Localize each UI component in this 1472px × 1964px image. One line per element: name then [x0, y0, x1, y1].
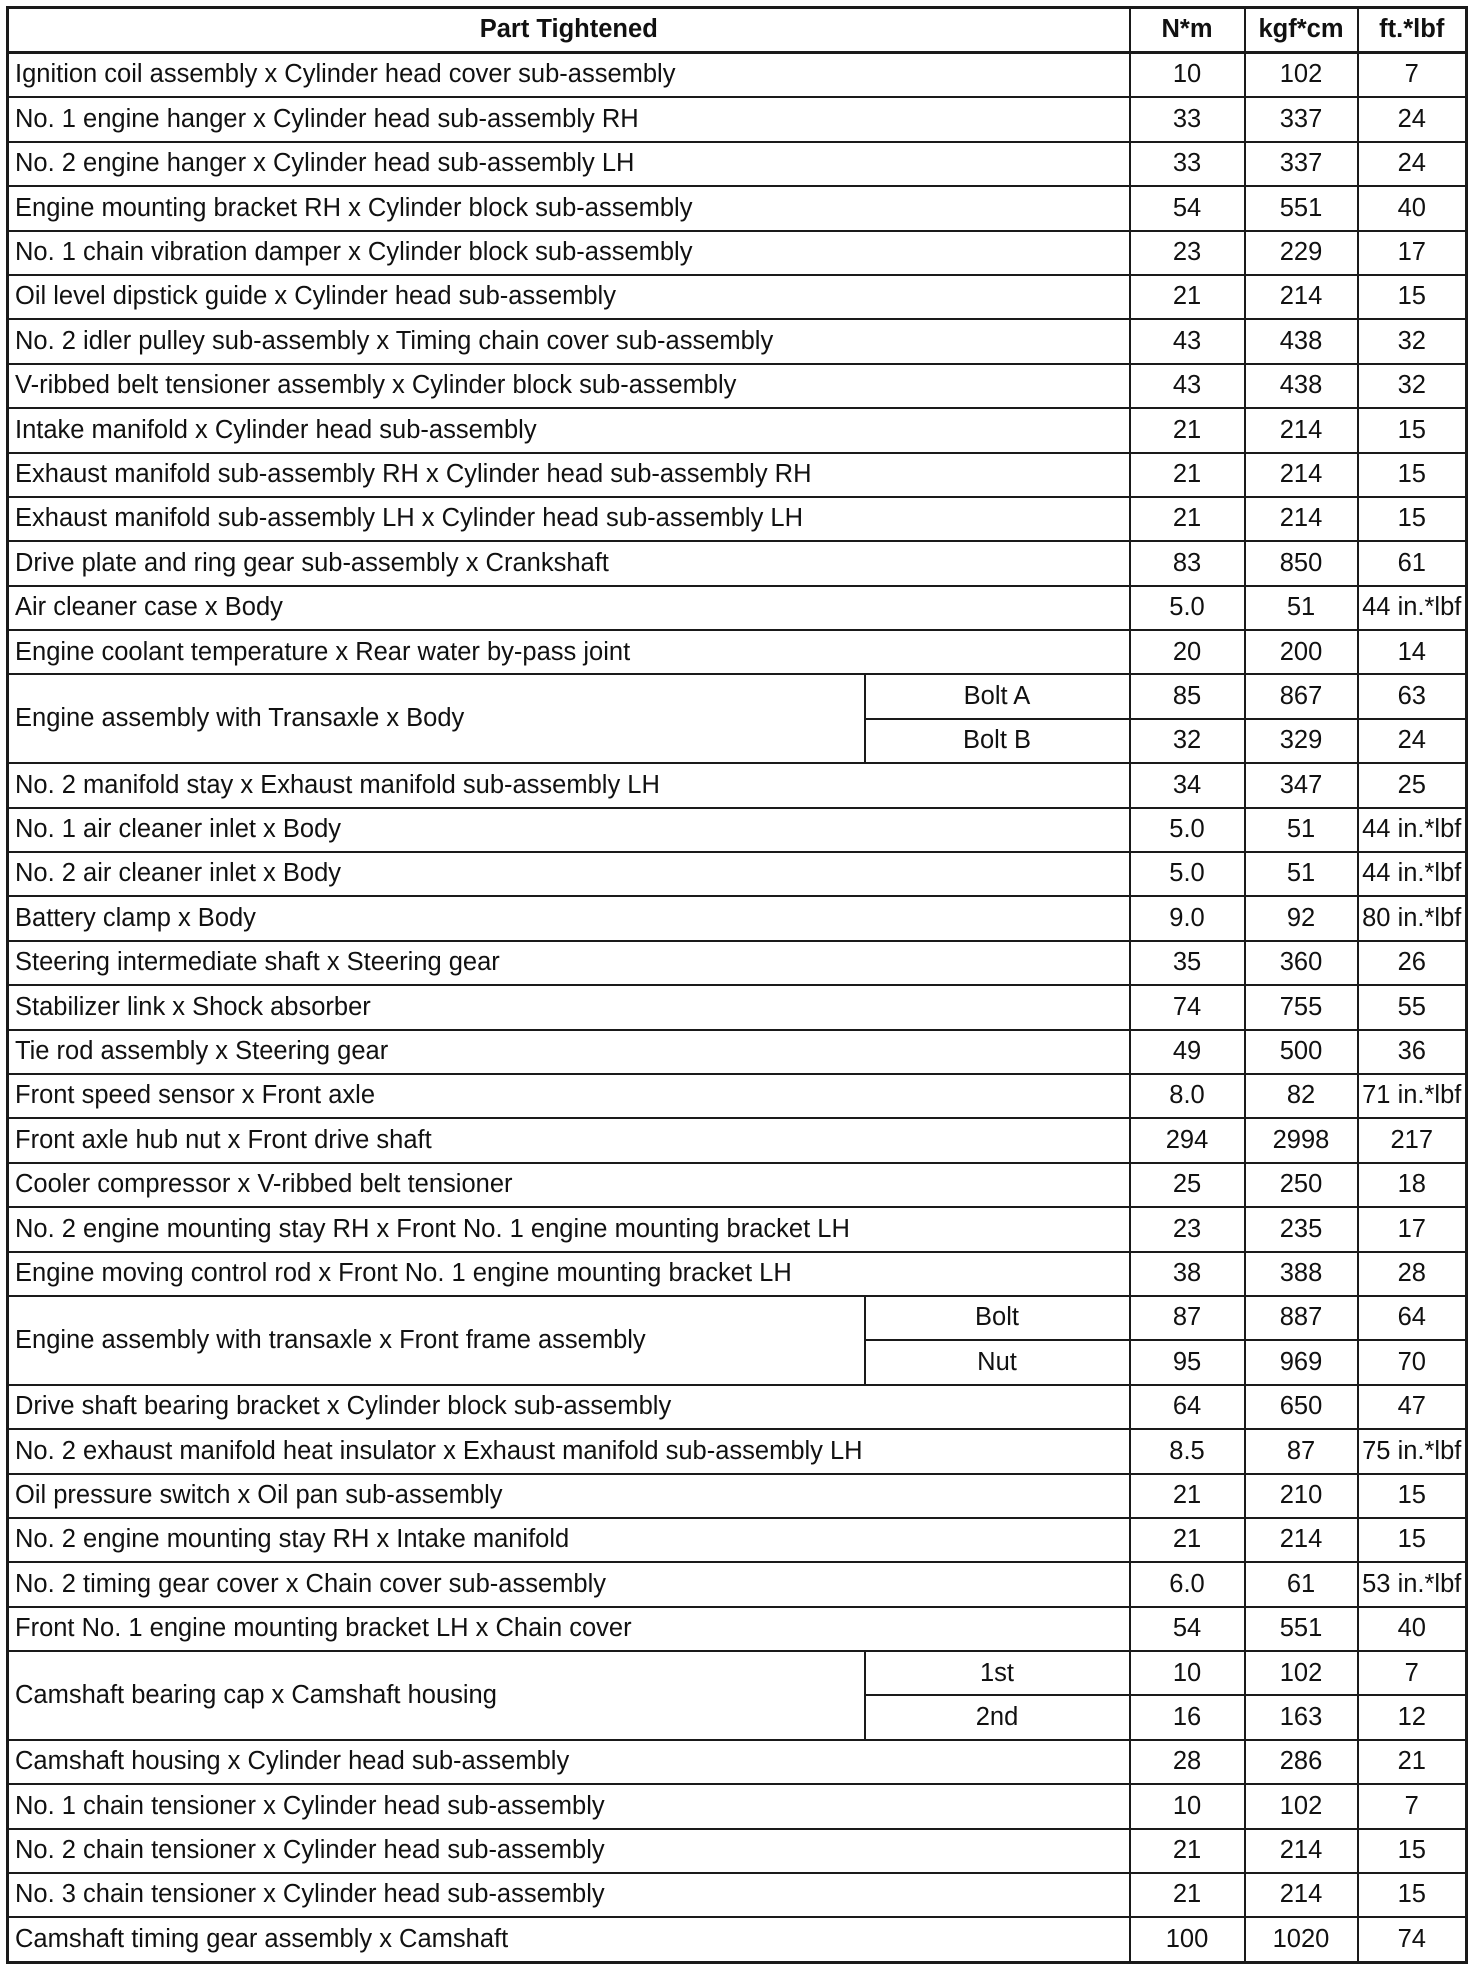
torque-nm: 21	[1130, 1873, 1245, 1917]
table-row	[8, 1562, 1467, 1606]
torque-ft-lbf: 7	[1358, 53, 1467, 98]
torque-ft-lbf: 47	[1358, 1385, 1467, 1429]
header-row	[8, 8, 1467, 53]
torque-ft-lbf: 7	[1358, 1651, 1467, 1695]
torque-kgf-cm: 229	[1245, 231, 1358, 275]
torque-ft-lbf: 15	[1358, 1873, 1467, 1917]
torque-nm: 33	[1130, 97, 1245, 141]
part-name: No. 1 engine hanger x Cylinder head sub-assembly RH	[8, 97, 1130, 141]
table-row	[8, 453, 1467, 497]
torque-ft-lbf: 18	[1358, 1163, 1467, 1207]
table-row	[8, 1474, 1467, 1518]
torque-ft-lbf: 70	[1358, 1340, 1467, 1384]
table-row	[8, 1873, 1467, 1917]
torque-ft-lbf: 15	[1358, 1829, 1467, 1873]
torque-ft-lbf: 71 in.*lbf	[1358, 1074, 1467, 1118]
part-name: Intake manifold x Cylinder head sub-assembly	[8, 408, 1130, 452]
torque-kgf-cm: 551	[1245, 186, 1358, 230]
table-row	[8, 630, 1467, 674]
torque-nm: 33	[1130, 142, 1245, 186]
torque-nm: 5.0	[1130, 586, 1245, 630]
torque-kgf-cm: 650	[1245, 1385, 1358, 1429]
torque-nm: 8.5	[1130, 1429, 1245, 1473]
torque-nm: 21	[1130, 1829, 1245, 1873]
part-name: Front No. 1 engine mounting bracket LH x Chain cover	[8, 1607, 1130, 1651]
torque-kgf-cm: 87	[1245, 1429, 1358, 1473]
torque-nm: 34	[1130, 763, 1245, 807]
torque-ft-lbf: 217	[1358, 1118, 1467, 1162]
part-name: Engine mounting bracket RH x Cylinder block sub-assembly	[8, 186, 1130, 230]
table-row	[8, 497, 1467, 541]
part-name: Exhaust manifold sub-assembly RH x Cylinder head sub-assembly RH	[8, 453, 1130, 497]
fastener-label: 1st	[865, 1651, 1130, 1695]
part-name: Front speed sensor x Front axle	[8, 1074, 1130, 1118]
table-row	[8, 1429, 1467, 1473]
torque-nm: 54	[1130, 186, 1245, 230]
torque-ft-lbf: 53 in.*lbf	[1358, 1562, 1467, 1606]
torque-ft-lbf: 74	[1358, 1917, 1467, 1962]
part-name: Engine assembly with Transaxle x Body	[8, 674, 865, 763]
table-row	[8, 1518, 1467, 1562]
fastener-label: Nut	[865, 1340, 1130, 1384]
torque-nm: 5.0	[1130, 808, 1245, 852]
torque-nm: 74	[1130, 985, 1245, 1029]
torque-kgf-cm: 2998	[1245, 1118, 1358, 1162]
torque-kgf-cm: 214	[1245, 1518, 1358, 1562]
part-name: No. 1 air cleaner inlet x Body	[8, 808, 1130, 852]
torque-nm: 54	[1130, 1607, 1245, 1651]
table-row	[8, 186, 1467, 230]
part-name: Drive plate and ring gear sub-assembly x Crankshaft	[8, 541, 1130, 585]
torque-ft-lbf: 40	[1358, 1607, 1467, 1651]
part-name: Oil pressure switch x Oil pan sub-assembly	[8, 1474, 1130, 1518]
torque-nm: 83	[1130, 541, 1245, 585]
table-row	[8, 1252, 1467, 1296]
torque-nm: 20	[1130, 630, 1245, 674]
table-row	[8, 896, 1467, 940]
torque-nm: 10	[1130, 1651, 1245, 1695]
table-row	[8, 674, 1467, 718]
torque-kgf-cm: 214	[1245, 1829, 1358, 1873]
torque-nm: 10	[1130, 53, 1245, 98]
table-row	[8, 808, 1467, 852]
torque-kgf-cm: 235	[1245, 1207, 1358, 1251]
torque-kgf-cm: 337	[1245, 142, 1358, 186]
table-row	[8, 941, 1467, 985]
torque-kgf-cm: 755	[1245, 985, 1358, 1029]
torque-ft-lbf: 32	[1358, 364, 1467, 408]
torque-kgf-cm: 551	[1245, 1607, 1358, 1651]
torque-ft-lbf: 24	[1358, 142, 1467, 186]
torque-ft-lbf: 32	[1358, 319, 1467, 363]
table-row	[8, 319, 1467, 363]
part-name: Cooler compressor x V-ribbed belt tensioner	[8, 1163, 1130, 1207]
torque-kgf-cm: 1020	[1245, 1917, 1358, 1962]
torque-ft-lbf: 61	[1358, 541, 1467, 585]
table-row	[8, 1163, 1467, 1207]
torque-kgf-cm: 82	[1245, 1074, 1358, 1118]
fastener-label: Bolt B	[865, 719, 1130, 763]
torque-nm: 87	[1130, 1296, 1245, 1340]
torque-kgf-cm: 214	[1245, 453, 1358, 497]
part-name: No. 2 exhaust manifold heat insulator x Exhaust manifold sub-assembly LH	[8, 1429, 1130, 1473]
torque-nm: 21	[1130, 408, 1245, 452]
torque-nm: 64	[1130, 1385, 1245, 1429]
torque-ft-lbf: 25	[1358, 763, 1467, 807]
torque-nm: 21	[1130, 1518, 1245, 1562]
torque-kgf-cm: 286	[1245, 1740, 1358, 1784]
torque-kgf-cm: 438	[1245, 319, 1358, 363]
torque-ft-lbf: 80 in.*lbf	[1358, 896, 1467, 940]
torque-ft-lbf: 24	[1358, 97, 1467, 141]
part-name: Engine assembly with transaxle x Front frame assembly	[8, 1296, 865, 1385]
table-row	[8, 985, 1467, 1029]
torque-kgf-cm: 438	[1245, 364, 1358, 408]
part-name: No. 2 chain tensioner x Cylinder head sub-assembly	[8, 1829, 1130, 1873]
table-row	[8, 53, 1467, 98]
torque-nm: 95	[1130, 1340, 1245, 1384]
torque-nm: 49	[1130, 1030, 1245, 1074]
torque-ft-lbf: 44 in.*lbf	[1358, 586, 1467, 630]
table-body	[8, 53, 1467, 1963]
torque-nm: 35	[1130, 941, 1245, 985]
torque-kgf-cm: 214	[1245, 408, 1358, 452]
torque-ft-lbf: 26	[1358, 941, 1467, 985]
part-name: Front axle hub nut x Front drive shaft	[8, 1118, 1130, 1162]
torque-ft-lbf: 15	[1358, 275, 1467, 319]
part-name: Camshaft housing x Cylinder head sub-assembly	[8, 1740, 1130, 1784]
table-row	[8, 142, 1467, 186]
torque-kgf-cm: 200	[1245, 630, 1358, 674]
part-name: Engine moving control rod x Front No. 1 engine mounting bracket LH	[8, 1252, 1130, 1296]
torque-nm: 5.0	[1130, 852, 1245, 896]
torque-kgf-cm: 850	[1245, 541, 1358, 585]
part-name: Oil level dipstick guide x Cylinder head sub-assembly	[8, 275, 1130, 319]
torque-nm: 32	[1130, 719, 1245, 763]
part-name: Tie rod assembly x Steering gear	[8, 1030, 1130, 1074]
torque-kgf-cm: 210	[1245, 1474, 1358, 1518]
fastener-label: Bolt A	[865, 674, 1130, 718]
torque-kgf-cm: 102	[1245, 1784, 1358, 1828]
torque-nm: 21	[1130, 453, 1245, 497]
torque-nm: 294	[1130, 1118, 1245, 1162]
torque-nm: 21	[1130, 275, 1245, 319]
part-name: V-ribbed belt tensioner assembly x Cylinder block sub-assembly	[8, 364, 1130, 408]
torque-nm: 10	[1130, 1784, 1245, 1828]
torque-nm: 9.0	[1130, 896, 1245, 940]
torque-ft-lbf: 75 in.*lbf	[1358, 1429, 1467, 1473]
torque-nm: 8.0	[1130, 1074, 1245, 1118]
torque-kgf-cm: 214	[1245, 497, 1358, 541]
torque-nm: 38	[1130, 1252, 1245, 1296]
part-name: Stabilizer link x Shock absorber	[8, 985, 1130, 1029]
fastener-label: 2nd	[865, 1695, 1130, 1739]
torque-ft-lbf: 64	[1358, 1296, 1467, 1340]
torque-kgf-cm: 329	[1245, 719, 1358, 763]
table-row	[8, 1829, 1467, 1873]
torque-nm: 21	[1130, 1474, 1245, 1518]
table-row	[8, 1917, 1467, 1962]
torque-kgf-cm: 163	[1245, 1695, 1358, 1739]
torque-ft-lbf: 24	[1358, 719, 1467, 763]
table-row	[8, 1651, 1467, 1695]
torque-ft-lbf: 21	[1358, 1740, 1467, 1784]
part-name: No. 2 engine hanger x Cylinder head sub-assembly LH	[8, 142, 1130, 186]
torque-kgf-cm: 51	[1245, 586, 1358, 630]
torque-kgf-cm: 969	[1245, 1340, 1358, 1384]
part-name: Steering intermediate shaft x Steering gear	[8, 941, 1130, 985]
torque-ft-lbf: 15	[1358, 408, 1467, 452]
part-name: Exhaust manifold sub-assembly LH x Cylinder head sub-assembly LH	[8, 497, 1130, 541]
torque-spec-table	[6, 6, 1468, 1964]
part-name: No. 2 air cleaner inlet x Body	[8, 852, 1130, 896]
torque-ft-lbf: 63	[1358, 674, 1467, 718]
torque-nm: 25	[1130, 1163, 1245, 1207]
torque-ft-lbf: 44 in.*lbf	[1358, 852, 1467, 896]
torque-nm: 16	[1130, 1695, 1245, 1739]
torque-kgf-cm: 500	[1245, 1030, 1358, 1074]
table-row	[8, 1207, 1467, 1251]
torque-kgf-cm: 214	[1245, 1873, 1358, 1917]
table-row	[8, 852, 1467, 896]
part-name: No. 2 timing gear cover x Chain cover sub-assembly	[8, 1562, 1130, 1606]
torque-kgf-cm: 360	[1245, 941, 1358, 985]
torque-ft-lbf: 15	[1358, 1518, 1467, 1562]
torque-kgf-cm: 214	[1245, 275, 1358, 319]
part-name: No. 2 manifold stay x Exhaust manifold sub-assembly LH	[8, 763, 1130, 807]
table-row	[8, 1118, 1467, 1162]
header-kgf-cm: kgf*cm	[1245, 8, 1358, 53]
torque-ft-lbf: 12	[1358, 1695, 1467, 1739]
fastener-label: Bolt	[865, 1296, 1130, 1340]
part-name: Ignition coil assembly x Cylinder head cover sub-assembly	[8, 53, 1130, 98]
table-row	[8, 586, 1467, 630]
torque-ft-lbf: 15	[1358, 1474, 1467, 1518]
table-row	[8, 275, 1467, 319]
part-name: No. 2 engine mounting stay RH x Intake manifold	[8, 1518, 1130, 1562]
header-part-tightened: Part Tightened	[8, 8, 1130, 53]
table-row	[8, 97, 1467, 141]
torque-kgf-cm: 102	[1245, 53, 1358, 98]
torque-ft-lbf: 36	[1358, 1030, 1467, 1074]
torque-kgf-cm: 887	[1245, 1296, 1358, 1340]
torque-ft-lbf: 15	[1358, 453, 1467, 497]
torque-nm: 43	[1130, 364, 1245, 408]
header-ft-lbf: ft.*lbf	[1358, 8, 1467, 53]
part-name: No. 1 chain tensioner x Cylinder head sub-assembly	[8, 1784, 1130, 1828]
part-name: Air cleaner case x Body	[8, 586, 1130, 630]
torque-kgf-cm: 51	[1245, 852, 1358, 896]
torque-kgf-cm: 61	[1245, 1562, 1358, 1606]
torque-kgf-cm: 102	[1245, 1651, 1358, 1695]
torque-kgf-cm: 337	[1245, 97, 1358, 141]
table-row	[8, 1296, 1467, 1340]
part-name: Camshaft bearing cap x Camshaft housing	[8, 1651, 865, 1740]
torque-nm: 85	[1130, 674, 1245, 718]
torque-nm: 28	[1130, 1740, 1245, 1784]
table-row	[8, 1074, 1467, 1118]
part-name: No. 2 idler pulley sub-assembly x Timing chain cover sub-assembly	[8, 319, 1130, 363]
torque-nm: 23	[1130, 1207, 1245, 1251]
torque-nm: 21	[1130, 497, 1245, 541]
table-row	[8, 541, 1467, 585]
torque-ft-lbf: 7	[1358, 1784, 1467, 1828]
part-name: Drive shaft bearing bracket x Cylinder block sub-assembly	[8, 1385, 1130, 1429]
torque-kgf-cm: 92	[1245, 896, 1358, 940]
torque-kgf-cm: 867	[1245, 674, 1358, 718]
torque-kgf-cm: 347	[1245, 763, 1358, 807]
part-name: No. 3 chain tensioner x Cylinder head sub-assembly	[8, 1873, 1130, 1917]
torque-nm: 43	[1130, 319, 1245, 363]
table-row	[8, 1385, 1467, 1429]
torque-kgf-cm: 51	[1245, 808, 1358, 852]
torque-ft-lbf: 40	[1358, 186, 1467, 230]
part-name: Camshaft timing gear assembly x Camshaft	[8, 1917, 1130, 1962]
table-row	[8, 763, 1467, 807]
part-name: Battery clamp x Body	[8, 896, 1130, 940]
torque-ft-lbf: 44 in.*lbf	[1358, 808, 1467, 852]
torque-nm: 6.0	[1130, 1562, 1245, 1606]
table-row	[8, 1740, 1467, 1784]
part-name: No. 2 engine mounting stay RH x Front No. 1 engine mounting bracket LH	[8, 1207, 1130, 1251]
torque-nm: 100	[1130, 1917, 1245, 1962]
torque-kgf-cm: 388	[1245, 1252, 1358, 1296]
torque-ft-lbf: 15	[1358, 497, 1467, 541]
torque-ft-lbf: 55	[1358, 985, 1467, 1029]
torque-kgf-cm: 250	[1245, 1163, 1358, 1207]
part-name: No. 1 chain vibration damper x Cylinder block sub-assembly	[8, 231, 1130, 275]
torque-ft-lbf: 14	[1358, 630, 1467, 674]
part-name: Engine coolant temperature x Rear water by-pass joint	[8, 630, 1130, 674]
table-row	[8, 231, 1467, 275]
table-row	[8, 1784, 1467, 1828]
torque-ft-lbf: 28	[1358, 1252, 1467, 1296]
header-nm: N*m	[1130, 8, 1245, 53]
table-row	[8, 364, 1467, 408]
torque-ft-lbf: 17	[1358, 1207, 1467, 1251]
table-row	[8, 1030, 1467, 1074]
table-row	[8, 1607, 1467, 1651]
torque-ft-lbf: 17	[1358, 231, 1467, 275]
table-row	[8, 408, 1467, 452]
torque-nm: 23	[1130, 231, 1245, 275]
